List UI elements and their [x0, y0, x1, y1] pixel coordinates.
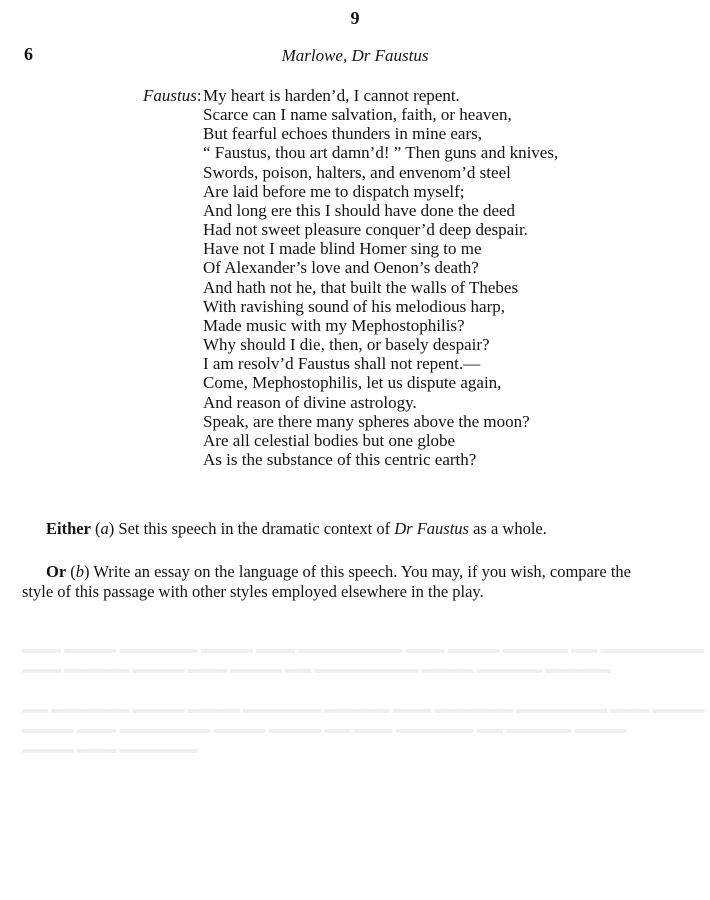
speaker-label: Faustus [143, 86, 197, 105]
verse-line: Are all celestial bodies but one globe [203, 430, 456, 450]
verse-line: Swords, poison, halters, and envenom’d steel [203, 162, 511, 182]
show-through-text: ▬▬▬ ▬▬▬▬▬ ▬▬▬▬ ▬▬▬ ▬▬▬▬ ▬▬ ▬▬▬▬▬▬▬▬ ▬▬▬▬ ▬▬▬▬▬ ▬▬▬▬▬ [22, 661, 611, 676]
question-b-label: b [75, 562, 85, 581]
verse-line: And long ere this I should have done the deed [203, 200, 516, 220]
verse-line: My heart is harden’d, I cannot repent. [203, 86, 460, 105]
question-b-label-close: ) [84, 562, 90, 581]
question-a [46, 519, 686, 539]
verse-line: As is the substance of this centric earth? [203, 449, 477, 469]
verse-line: Come, Mephostophilis, let us dispute again, [203, 373, 502, 393]
question-b-keyword: Or [46, 562, 67, 581]
verse-line: And hath not he, that built the walls of Thebes [203, 277, 519, 297]
question-b [22, 562, 690, 601]
page-number: 9 [350, 8, 360, 28]
question-number: 6 [24, 44, 33, 64]
question-a-text: Set this speech in the dramatic context of [118, 519, 395, 538]
question-a-keyword: Either [46, 519, 91, 538]
verse-line: But fearful echoes thunders in mine ears, [203, 124, 482, 144]
question-b-label-open: ( [70, 562, 76, 581]
question-a-label-open: ( [95, 519, 101, 538]
show-through-text: ▬▬▬ ▬▬▬▬ ▬▬▬▬▬▬ ▬▬▬▬ ▬▬▬ ▬▬▬▬▬▬▬▬ ▬▬▬ ▬▬▬▬ ▬▬▬▬▬ ▬▬ ▬▬▬▬▬▬▬▬ [22, 641, 705, 656]
question-b-text-1: Write an essay on the language of this speech. You may, if you wish, compare the [93, 562, 631, 581]
show-through-text: ▬▬ ▬▬▬▬▬▬ ▬▬▬▬ ▬▬▬▬ ▬▬▬▬▬▬ ▬▬▬▬▬ ▬▬▬ ▬▬▬▬▬▬ ▬▬▬▬▬▬▬ ▬▬▬ ▬▬▬▬ [22, 701, 705, 716]
question-b-line-1 [22, 562, 690, 582]
verse-passage [203, 86, 623, 469]
verse-line: Of Alexander’s love and Oenon’s death? [203, 258, 479, 278]
verse-line: Had not sweet pleasure conquer’d deep despair. [203, 220, 528, 240]
verse-line: Have not I made blind Homer sing to me [203, 239, 482, 259]
question-b-line-2: style of this passage with other styles employed elsewhere in the play. [22, 581, 484, 601]
verse-line: Scarce can I name salvation, faith, or heaven, [203, 105, 512, 125]
question-a-play-title: Dr Faustus [394, 519, 469, 538]
verse-line: I am resolv’d Faustus shall not repent.— [203, 354, 481, 374]
speaker-colon: : [196, 86, 202, 105]
verse-line: With ravishing sound of his melodious harp, [203, 296, 505, 316]
verse-line: Are laid before me to dispatch myself; [203, 181, 465, 201]
speaker-name [143, 86, 202, 106]
verse-line: And reason of divine astrology. [203, 392, 417, 412]
question-a-label: a [100, 519, 109, 538]
verse-line: Made music with my Mephostophilis? [203, 315, 465, 335]
verse-line: Speak, are there many spheres above the moon? [203, 411, 530, 431]
question-a-text-end: as a whole. [468, 519, 547, 538]
question-a-label-close: ) [108, 519, 115, 538]
show-through-text: ▬▬▬▬ ▬▬▬ ▬▬▬▬▬▬▬ ▬▬▬▬ ▬▬▬▬ ▬▬ ▬▬▬ ▬▬▬▬▬▬ ▬▬ ▬▬▬▬▬ ▬▬▬▬ [22, 721, 627, 736]
verse-line: Why should I die, then, or basely despair? [203, 335, 490, 355]
verse-line: “ Faustus, thou art damn’d! ” Then guns and knives, [203, 143, 559, 163]
show-through-text: ▬▬▬▬ ▬▬▬ ▬▬▬▬▬▬ [22, 741, 198, 756]
section-title: Marlowe, Dr Faustus [281, 46, 429, 65]
